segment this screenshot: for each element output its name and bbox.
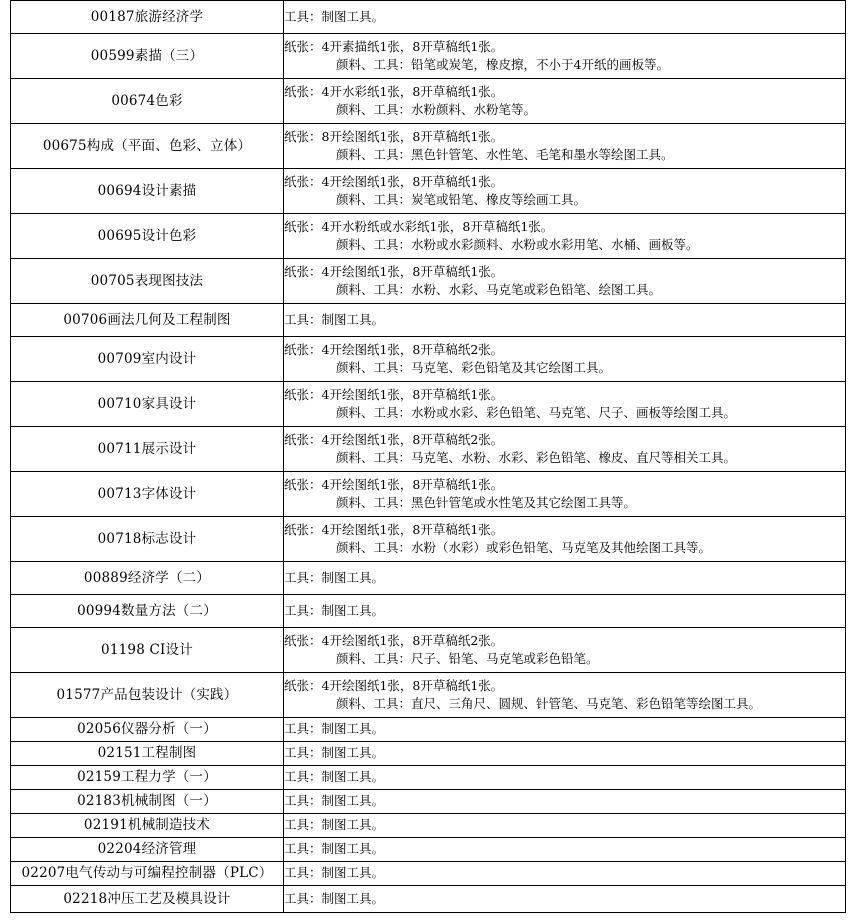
table-row	[11, 862, 846, 886]
supplies-line-secondary: 颜料、工具：黑色针管笔或水性笔及其它绘图工具等。	[336, 495, 637, 510]
supplies-line-primary: 纸张：4开绘图纸1张，8开草稿纸1张。	[284, 677, 504, 693]
supplies-line-primary: 纸张：4开绘图纸1张，8开草稿纸1张。	[284, 173, 504, 189]
table-row	[11, 517, 846, 562]
exam-supplies-cell	[284, 595, 846, 628]
course-name-cell: 00675构成（平面、色彩、立体）	[11, 124, 284, 169]
exam-supplies-cell	[284, 517, 846, 562]
supplies-line-secondary: 颜料、工具：水粉颜料、水粉笔等。	[336, 102, 537, 117]
supplies-line-primary: 纸张：4开绘图纸1张，8开草稿纸2张。	[284, 341, 504, 357]
course-name-cell: 00599素描（三）	[11, 34, 284, 79]
table-row	[11, 766, 846, 790]
table-row	[11, 427, 846, 472]
supplies-line-primary: 工具：制图工具。	[284, 817, 385, 833]
table-row	[11, 259, 846, 304]
supplies-line-primary: 工具：制图工具。	[284, 865, 385, 881]
course-name-cell: 02159工程力学（一）	[11, 766, 284, 790]
course-name-cell: 00994数量方法（二）	[11, 595, 284, 628]
course-name-cell: 00674色彩	[11, 79, 284, 124]
supplies-line-primary: 工具：制图工具。	[284, 311, 385, 327]
exam-supplies-cell	[284, 427, 846, 472]
supplies-line-secondary: 颜料、工具：水粉或水彩颜料、水粉或水彩用笔、水桶、画板等。	[336, 237, 699, 252]
supplies-line-primary: 工具：制图工具。	[284, 8, 385, 24]
table-body	[11, 1, 846, 913]
exam-supplies-cell	[284, 169, 846, 214]
table-row	[11, 214, 846, 259]
supplies-line-secondary: 颜料、工具：黑色针管笔、水性笔、毛笔和墨水等绘图工具。	[336, 147, 674, 162]
table-row	[11, 472, 846, 517]
supplies-line-secondary: 颜料、工具：水粉、水彩、马克笔或彩色铅笔、绘图工具。	[336, 282, 662, 297]
course-name-cell: 00694设计素描	[11, 169, 284, 214]
course-name-cell: 02183机械制图（一）	[11, 790, 284, 814]
table-row	[11, 595, 846, 628]
exam-supplies-cell	[284, 838, 846, 862]
exam-supplies-cell	[284, 34, 846, 79]
supplies-line-primary: 纸张：4开绘图纸1张，8开草稿纸1张。	[284, 386, 504, 402]
supplies-line-primary: 纸张：4开水粉纸或水彩纸1张，8开草稿纸1张。	[284, 218, 554, 234]
table-row	[11, 382, 846, 427]
table-row	[11, 337, 846, 382]
supplies-line-secondary: 颜料、工具：尺子、铅笔、马克笔或彩色铅笔。	[336, 651, 599, 666]
table-row	[11, 718, 846, 742]
course-name-cell: 02218冲压工艺及模具设计	[11, 886, 284, 913]
table-row	[11, 886, 846, 913]
supplies-line-primary: 工具：制图工具。	[284, 769, 385, 785]
course-name-cell: 02056仪器分析（一）	[11, 718, 284, 742]
course-name-cell: 02204经济管理	[11, 838, 284, 862]
exam-supplies-cell	[284, 886, 846, 913]
supplies-line-secondary: 颜料、工具：马克笔、彩色铅笔及其它绘图工具。	[336, 360, 612, 375]
supplies-line-primary: 纸张：4开绘图纸1张，8开草稿纸2张。	[284, 431, 504, 447]
exam-supplies-table	[10, 0, 846, 913]
supplies-line-secondary: 颜料、工具：炭笔或铅笔、橡皮等绘画工具。	[336, 192, 587, 207]
exam-supplies-cell	[284, 673, 846, 718]
exam-supplies-cell	[284, 862, 846, 886]
table-row	[11, 673, 846, 718]
supplies-line-secondary: 颜料、工具：马克笔、水粉、水彩、彩色铅笔、橡皮、直尺等相关工具。	[336, 450, 737, 465]
course-name-cell: 00718标志设计	[11, 517, 284, 562]
table-row	[11, 562, 846, 595]
table-row	[11, 169, 846, 214]
exam-supplies-cell	[284, 79, 846, 124]
supplies-line-primary: 纸张：4开绘图纸1张，8开草稿纸1张。	[284, 263, 504, 279]
table-row	[11, 304, 846, 337]
exam-supplies-cell	[284, 472, 846, 517]
exam-supplies-cell	[284, 382, 846, 427]
exam-supplies-cell	[284, 718, 846, 742]
supplies-line-primary: 纸张：4开绘图纸1张，8开草稿纸1张。	[284, 521, 504, 537]
supplies-line-primary: 工具：制图工具。	[284, 602, 385, 618]
exam-supplies-cell	[284, 259, 846, 304]
exam-supplies-cell	[284, 766, 846, 790]
supplies-line-primary: 工具：制图工具。	[284, 793, 385, 809]
exam-supplies-cell	[284, 124, 846, 169]
exam-supplies-cell	[284, 1, 846, 34]
table-row	[11, 79, 846, 124]
course-name-cell: 00705表现图技法	[11, 259, 284, 304]
supplies-line-primary: 纸张：8开绘图纸1张，8开草稿纸1张。	[284, 128, 504, 144]
supplies-line-secondary: 颜料、工具：水粉或水彩、彩色铅笔、马克笔、尺子、画板等绘图工具。	[336, 405, 737, 420]
course-name-cell: 00889经济学（二）	[11, 562, 284, 595]
course-name-cell: 00710家具设计	[11, 382, 284, 427]
supplies-line-primary: 纸张：4开水彩纸1张，8开草稿纸1张。	[284, 83, 504, 99]
course-name-cell: 00709室内设计	[11, 337, 284, 382]
supplies-line-primary: 纸张：4开绘图纸1张，8开草稿纸2张。	[284, 632, 504, 648]
course-name-cell: 00713字体设计	[11, 472, 284, 517]
exam-supplies-cell	[284, 562, 846, 595]
exam-supplies-cell	[284, 742, 846, 766]
course-name-cell: 02191机械制造技术	[11, 814, 284, 838]
course-name-cell: 01577产品包装设计（实践）	[11, 673, 284, 718]
table-row	[11, 814, 846, 838]
supplies-line-primary: 工具：制图工具。	[284, 841, 385, 857]
exam-supplies-cell	[284, 628, 846, 673]
exam-supplies-cell	[284, 814, 846, 838]
supplies-line-primary: 工具：制图工具。	[284, 721, 385, 737]
exam-supplies-cell	[284, 790, 846, 814]
exam-supplies-cell	[284, 304, 846, 337]
supplies-line-primary: 工具：制图工具。	[284, 569, 385, 585]
table-row	[11, 790, 846, 814]
course-name-cell: 00711展示设计	[11, 427, 284, 472]
course-name-cell: 01198 CI设计	[11, 628, 284, 673]
table-row	[11, 742, 846, 766]
exam-supplies-cell	[284, 337, 846, 382]
supplies-line-secondary: 颜料、工具：铅笔或炭笔，橡皮擦，不小于4开纸的画板等。	[336, 57, 669, 72]
supplies-line-primary: 纸张：4开绘图纸1张，8开草稿纸1张。	[284, 476, 504, 492]
supplies-line-secondary: 颜料、工具：水粉（水彩）或彩色铅笔、马克笔及其他绘图工具等。	[336, 540, 712, 555]
exam-supplies-cell	[284, 214, 846, 259]
table-row	[11, 628, 846, 673]
course-name-cell: 00706画法几何及工程制图	[11, 304, 284, 337]
course-name-cell: 02207电气传动与可编程控制器（PLC）	[11, 862, 284, 886]
table-row	[11, 34, 846, 79]
supplies-line-primary: 工具：制图工具。	[284, 745, 385, 761]
table-row	[11, 838, 846, 862]
supplies-line-primary: 工具：制图工具。	[284, 890, 385, 906]
table-row	[11, 124, 846, 169]
supplies-line-secondary: 颜料、工具：直尺、三角尺、圆规、针管笔、马克笔、彩色铅笔等绘图工具。	[336, 696, 762, 711]
table-row	[11, 1, 846, 34]
course-name-cell: 02151工程制图	[11, 742, 284, 766]
course-name-cell: 00695设计色彩	[11, 214, 284, 259]
supplies-line-primary: 纸张：4开素描纸1张，8开草稿纸1张。	[284, 38, 504, 54]
course-name-cell: 00187旅游经济学	[11, 1, 284, 34]
